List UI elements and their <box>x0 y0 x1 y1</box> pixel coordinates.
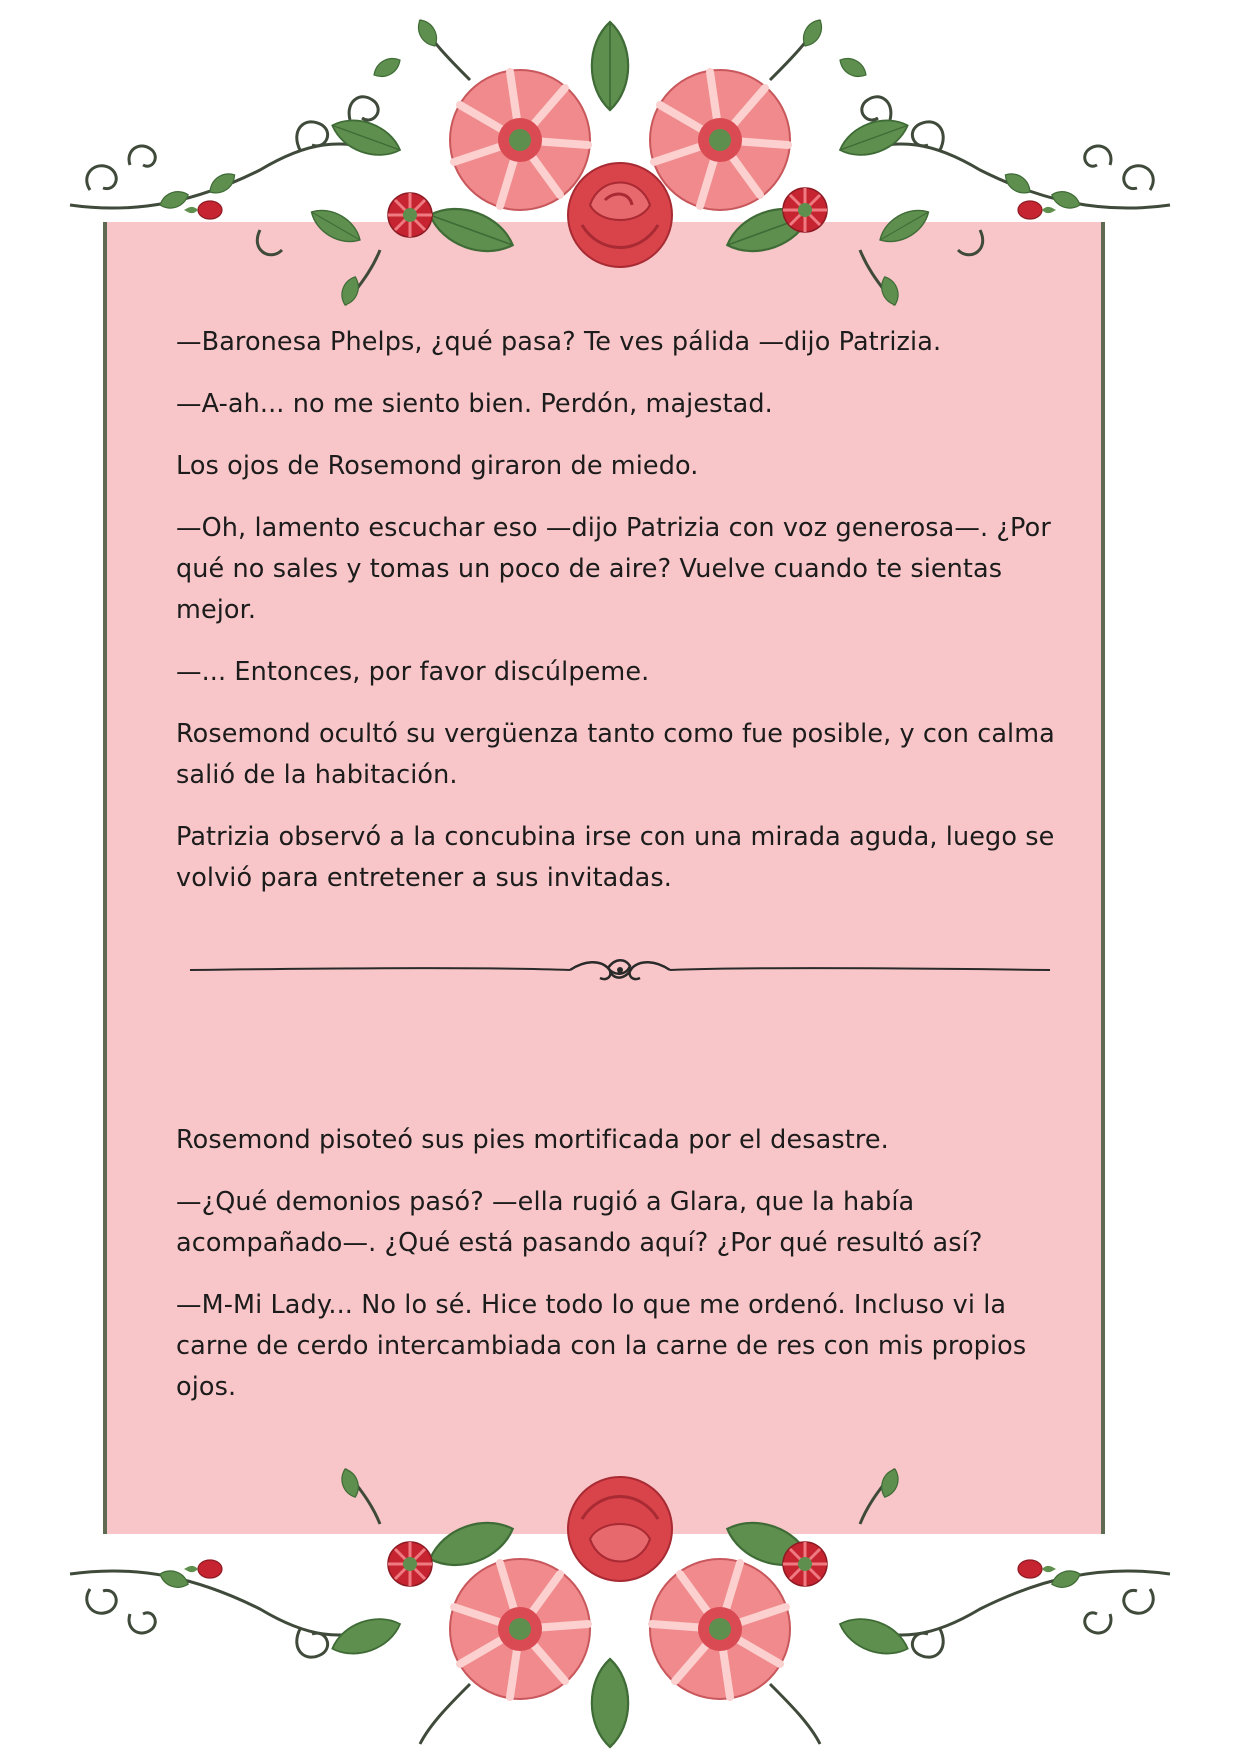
paragraph: —A-ah... no me siento bien. Perdón, majestad. <box>176 389 773 419</box>
paragraph: —Baronesa Phelps, ¿qué pasa? Te ves pálida —dijo Patrizia. <box>176 327 942 357</box>
paragraph: —M-Mi Lady... No lo sé. Hice todo lo que me ordenó. Incluso vi la carne de cerdo intercambiada con la carne de res con mis propios ojos. <box>176 1290 1027 1402</box>
top-floral-ornament-icon <box>0 0 1240 330</box>
bottom-floral-ornament-icon <box>0 1420 1240 1754</box>
paragraph: Patrizia observó a la concubina irse con una mirada aguda, luego se volvió para entretener a sus invitadas. <box>176 822 1055 893</box>
paragraph: Los ojos de Rosemond giraron de miedo. <box>176 451 699 481</box>
paragraph: —¿Qué demonios pasó? —ella rugió a Glara, que la había acompañado—. ¿Qué está pasando aquí? ¿Por qué resultó así? <box>176 1187 983 1258</box>
text-block-top <box>176 322 1056 920</box>
paragraph: Rosemond ocultó su vergüenza tanto como fue posible, y con calma salió de la habitación. <box>176 719 1055 790</box>
text-block-bottom <box>176 1120 1056 1429</box>
scroll-divider-icon <box>190 950 1050 990</box>
paragraph: —... Entonces, por favor discúlpeme. <box>176 657 650 687</box>
paragraph: —Oh, lamento escuchar eso —dijo Patrizia con voz generosa—. ¿Por qué no sales y tomas un poco de aire? Vuelve cuando te sientas mejor. <box>176 513 1051 625</box>
paragraph: Rosemond pisoteó sus pies mortificada por el desastre. <box>176 1125 889 1155</box>
